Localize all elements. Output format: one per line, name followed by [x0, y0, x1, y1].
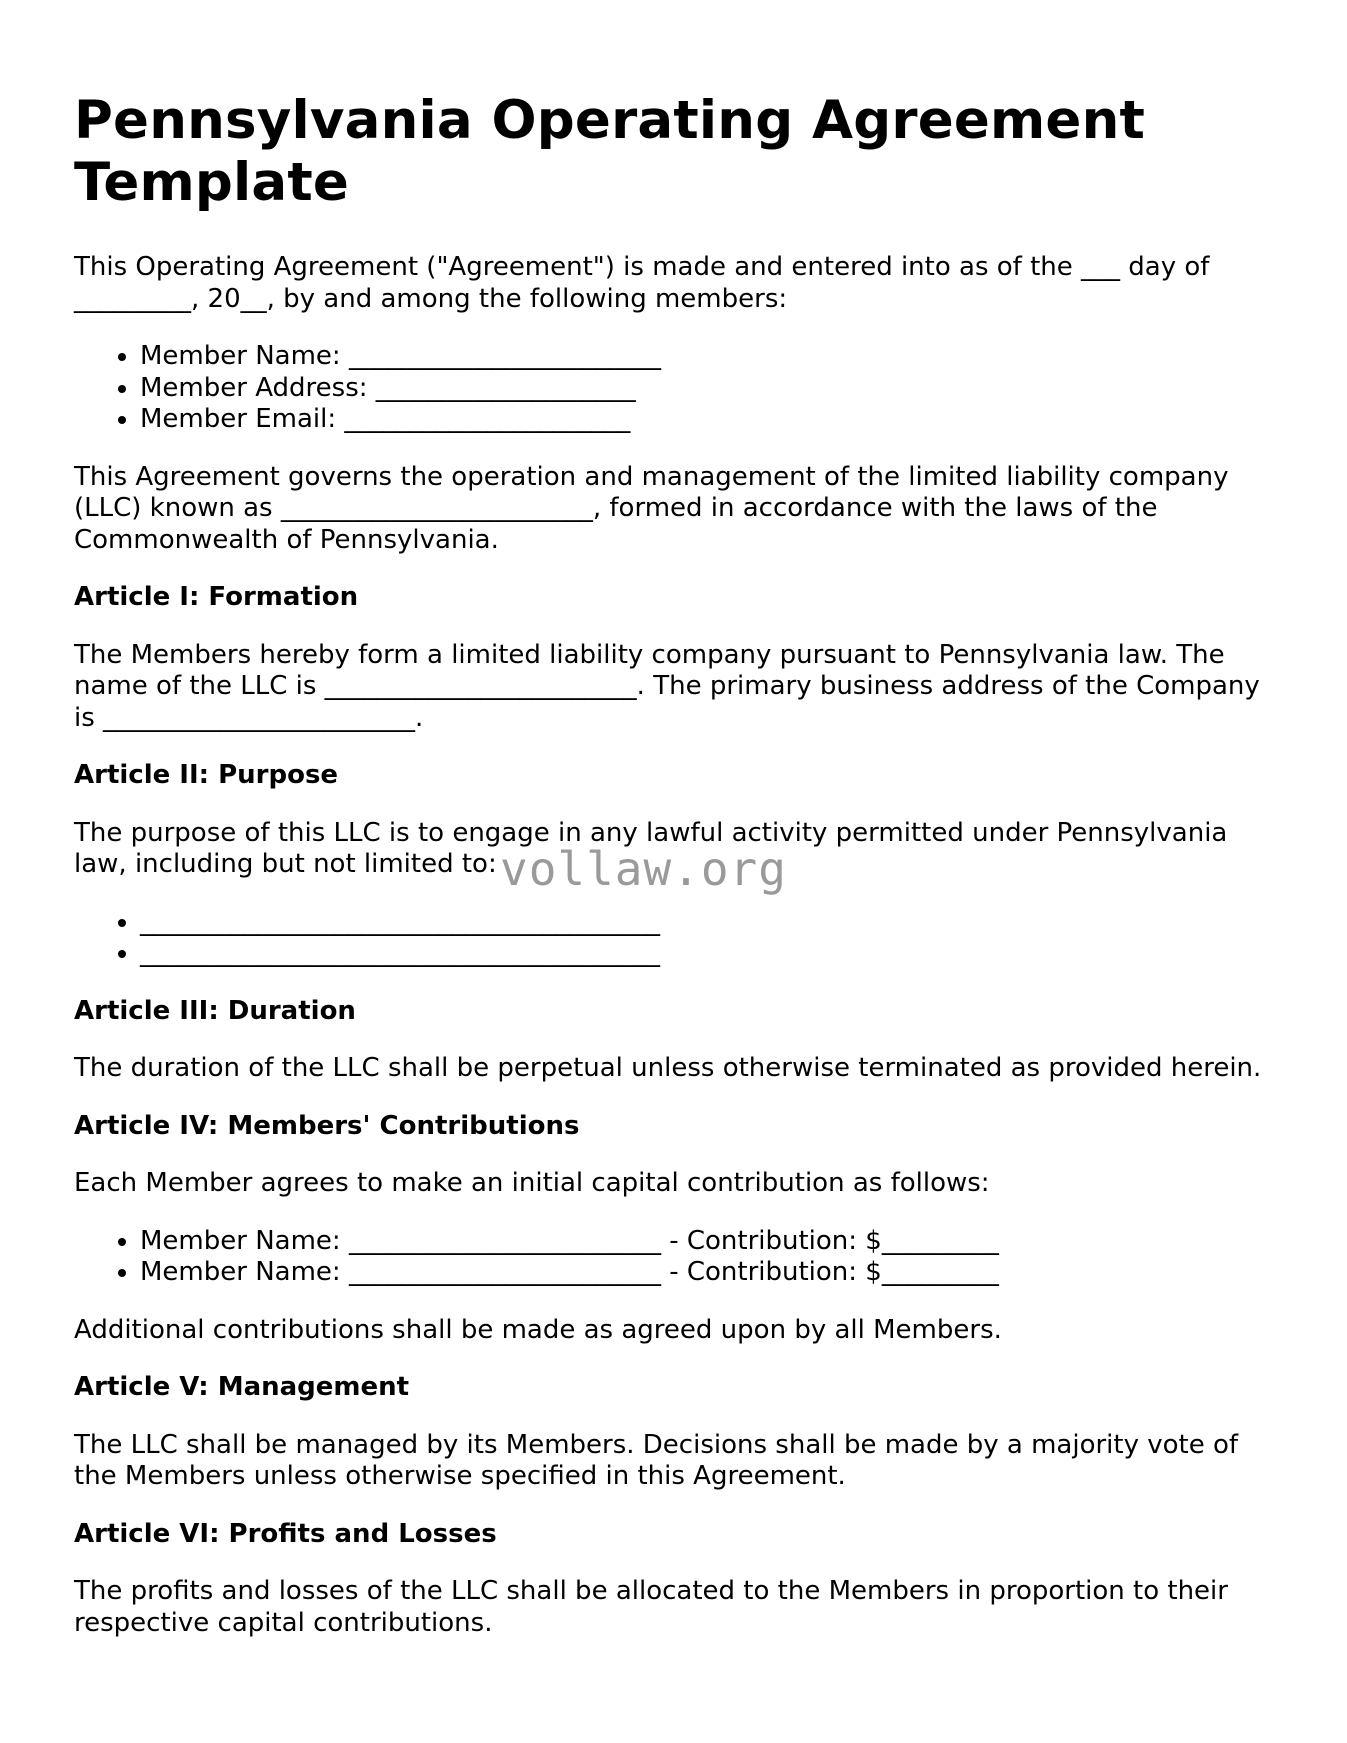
article-duration-heading: Article III: Duration — [74, 995, 356, 1026]
purpose-blank-item: • ________________________________________ — [140, 938, 1274, 970]
purpose-list — [74, 907, 1274, 970]
purpose-blank-item: • ________________________________________ — [140, 907, 1274, 939]
member-name-field: • Member Name: ________________________ — [140, 341, 1274, 373]
article-formation-text: The Members hereby form a limited liability company pursuant to Pennsylvania law. The name of the LLC is ________________________. The primary business address of the Company is ________________________. — [74, 639, 1260, 733]
article-profits-heading: Article VI: Profits and Losses — [74, 1518, 497, 1549]
contribution-item: • Member Name: ________________________ - Contribution: $_________ — [140, 1226, 1274, 1258]
member-email-field: • Member Email: ______________________ — [140, 404, 1274, 436]
watermark: vollaw.org — [500, 842, 787, 896]
document-title: Pennsylvania Operating Agreement Template — [74, 90, 1146, 213]
contribution-item: • Member Name: ________________________ - Contribution: $_________ — [140, 1257, 1274, 1289]
governs-paragraph: This Agreement governs the operation and management of the limited liability company (LLC) known as ________________________, formed in accordance with the laws of the Commonwealth of Pennsylvania. — [74, 461, 1229, 555]
article-profits-text: The profits and losses of the LLC shall be allocated to the Members in proportion to their respective capital contributions. — [74, 1576, 1228, 1638]
article-contributions-heading: Article IV: Members' Contributions — [74, 1110, 580, 1141]
additional-contributions-text: Additional contributions shall be made as agreed upon by all Members. — [74, 1314, 1002, 1345]
article-management-heading: Article V: Management — [74, 1372, 410, 1402]
article-contributions-text: Each Member agrees to make an initial capital contribution as follows: — [74, 1168, 990, 1198]
article-duration-text: The duration of the LLC shall be perpetual unless otherwise terminated as provided herein. — [74, 1053, 1262, 1083]
article-management-text: The LLC shall be managed by its Members. Decisions shall be made by a majority vote of the Members unless otherwise specified in this Agreement. — [74, 1429, 1239, 1491]
contributions-list — [74, 1226, 1274, 1289]
article-purpose-heading: Article II: Purpose — [74, 760, 339, 790]
intro-paragraph: This Operating Agreement ("Agreement") is made and entered into as of the ___ day of _________, 20__, by and among the following members: — [74, 252, 1210, 314]
member-address-field: • Member Address: ____________________ — [140, 373, 1274, 405]
member-fields-list — [74, 341, 1274, 436]
article-formation-heading: Article I: Formation — [74, 582, 359, 612]
article-purpose-text: The purpose of this LLC is to engage in any lawful activity permitted under Pennsylvania law, including but not limited to: — [74, 817, 1228, 879]
